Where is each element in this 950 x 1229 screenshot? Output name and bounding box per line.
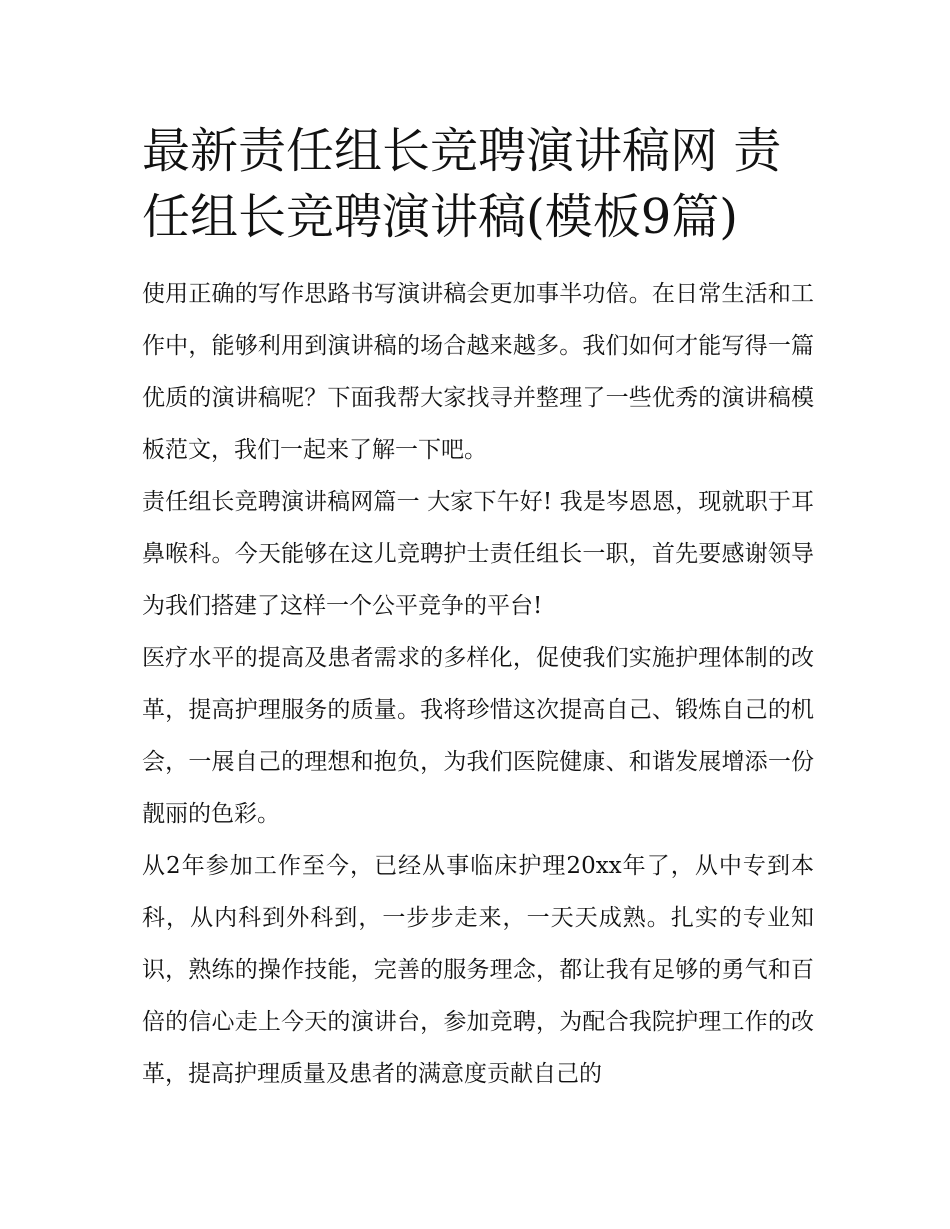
paragraph-reform: 医疗水平的提高及患者需求的多样化，促使我们实施护理体制的改革，提高护理服务的质量。我将珍惜这次提高自己、锻炼自己的机会，一展自己的理想和抱负，为我们医院健康、和谐发展增添一份靓丽的色彩。 [142, 645, 814, 827]
document-body [142, 118, 814, 1100]
paragraph-greeting: 责任组长竞聘演讲稿网篇一 大家下午好! 我是岑恩恩，现就职于耳鼻喉科。今天能够在这儿竞聘护士责任组长一职，首先要感谢领导为我们搭建了这样一个公平竞争的平台! [142, 489, 814, 619]
document-title: 最新责任组长竞聘演讲稿网 责任组长竞聘演讲稿(模板9篇) [142, 123, 782, 245]
paragraph-experience: 从2年参加工作至今，已经从事临床护理20xx年了，从中专到本科，从内科到外科到，一步步走来，一天天成熟。扎实的专业知识，熟练的操作技能，完善的服务理念，都让我有足够的勇气和百倍的信心走上今天的演讲台，参加竞聘，为配合我院护理工作的改革，提高护理质量及患者的满意度贡献自己的 [142, 853, 814, 1087]
paragraph-intro: 使用正确的写作思路书写演讲稿会更加事半功倍。在日常生活和工作中，能够利用到演讲稿的场合越来越多。我们如何才能写得一篇优质的演讲稿呢？下面我帮大家找寻并整理了一些优秀的演讲稿模板范文，我们一起来了解一下吧。 [142, 281, 814, 463]
